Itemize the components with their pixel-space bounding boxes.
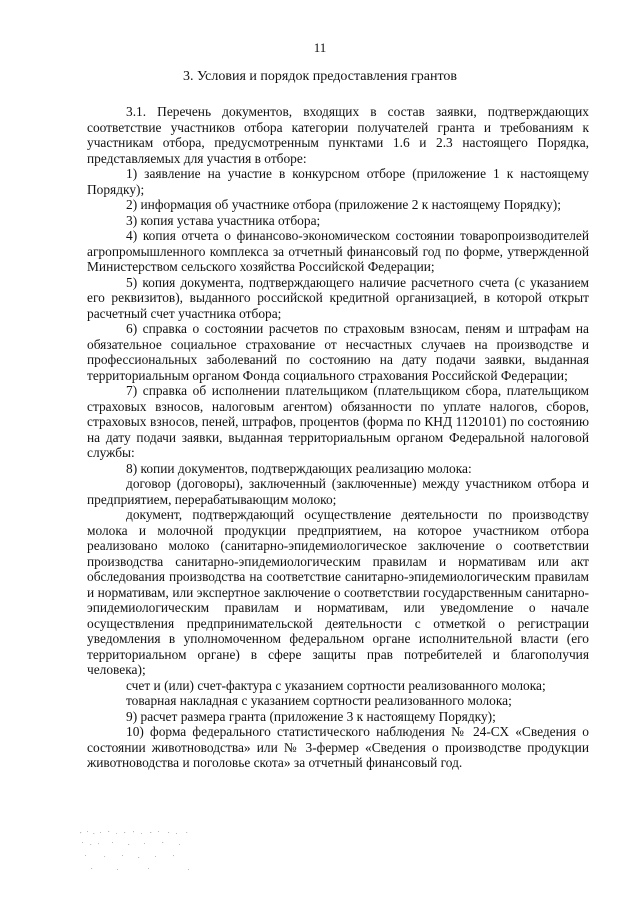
list-item-8-contract: договор (договоры), заключенный (заключенные) между участником отбора и предприятием, перерабатывающим молоко; [87,476,589,507]
list-item-5: 5) копия документа, подтверждающего наличие расчетного счета (с указанием его реквизитов), выданного российской кредитной организацией, в которой открыт расчетный счет участника отбора; [87,274,589,321]
list-item-8: 8) копии документов, подтверждающих реализацию молока: [126,460,472,476]
list-item-7: 7) справка об исполнении плательщиком (плательщиком сбора, плательщиком страховых взносов, налоговым агентом) обязанности по уплате налогов, сборов, страховых взносов, пеней, штрафов, процентов (форма по КНД 1120101) по состоянию на дату подачи заявки, выданная территориальным органом Федеральной налоговой службы: [87,383,589,460]
page-number: 11 [313,40,327,55]
list-item-3: 3) копия устава участника отбора; [126,212,321,228]
document-body [87,104,589,771]
list-item-10: 10) форма федерального статистического наблюдения № 24-СХ «Сведения о состоянии животноводства» или № 3-фермер «Сведения о производстве продукции животноводства и поголовье скота» за отчетный финансовый год. [87,724,589,770]
list-item-4: 4) копия отчета о финансово-экономическом состоянии товаропроизводителей агропромышленного комплекса за отчетный финансовый год по форме, утвержденной Министерством сельского хозяйства Российской Федерации; [87,228,589,274]
list-item-8-waybill: товарная накладная с указанием сортности реализованного молока; [126,693,512,708]
section-heading: 3. Условия и порядок предоставления грантов [182,69,458,84]
paragraph-3-1-intro: 3.1. Перечень документов, входящих в состав заявки, подтверждающих соответствие участников отбора категории получателей гранта и требованиям к участникам отбора, предусмотренным пунктами 1.6 и 2.3 настоящего Порядка, представляемых для участия в отборе: [87,104,589,166]
list-item-2: 2) информация об участнике отбора (приложение 2 к настоящему Порядку); [126,197,561,212]
list-item-6: 6) справка о состоянии расчетов по страховым взносам, пеням и штрафам на обязательное социальное страхование от несчастных случаев на производстве и профессиональных заболеваний по состоянию на дату подачи заявки, выданная территориальным органом Фонда социального страхования Российской Федерации; [87,321,589,383]
list-item-8-invoice: счет и (или) счет-фактура с указанием сортности реализованного молока; [126,677,546,693]
list-item-9: 9) расчет размера гранта (приложение 3 к настоящему Порядку); [126,708,496,724]
list-item-1: 1) заявление на участие в конкурсном отборе (приложение 1 к настоящему Порядку); [87,166,589,197]
list-item-8-production-document: документ, подтверждающий осуществление деятельности по производству молока и молочной продукции предприятием, на которое участником отбора реализовано молоко (санитарно-эпидемиологическое заключение о соответствии производства санитарно-эпидемиологическим правилам и нормативам или акт обследования производства на соответствие санитарно-эпидемиологическим правилам и нормативам, или экспертное заключение о соответствии государственным санитарно-эпидемиологическим правилам и нормативам, или уведомление о начале осуществления предпринимательской деятельности с отметкой о регистрации уведомления в уполномоченном федеральном органе исполнительной власти (его территориальном органе) в сфере защиты прав потребителей и благополучия человека); [87,507,589,677]
scan-margin-marks [78,828,198,878]
